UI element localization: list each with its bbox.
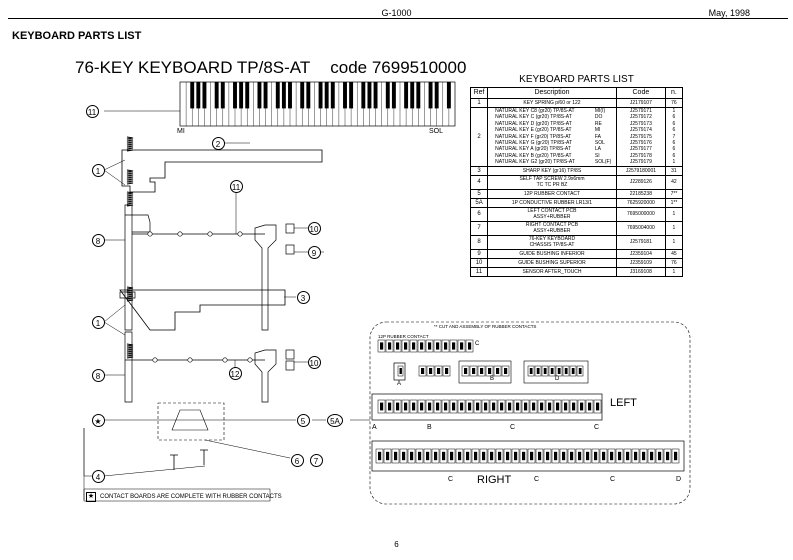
callout-4: 4 <box>92 470 105 483</box>
description-line: 1P CONDUCTIVE RUBBER LR13/1 <box>511 199 593 206</box>
cell-code: J2179107 <box>616 99 665 108</box>
cell-n: 76 <box>665 258 682 267</box>
main-title-text: 76-KEY KEYBOARD TP/8S-AT <box>75 58 311 77</box>
description-line: LEFT CONTACT PCB <box>527 208 577 215</box>
keyboard-label-sol: SOL <box>429 128 444 135</box>
callout-12: 12 <box>229 367 242 380</box>
sub-note: SI <box>594 152 600 159</box>
sub-code: J2579175 <box>629 133 652 140</box>
box-a-label: A <box>397 381 402 387</box>
right-label: RIGHT <box>477 474 512 486</box>
description-line: ASSY+RUBBER <box>533 228 571 235</box>
header-ref: Ref <box>471 88 488 99</box>
right-letter: C <box>610 476 616 483</box>
description-line: GUIDE BUSHING INFERIOR <box>519 250 585 257</box>
callout-1: 1 <box>92 316 105 329</box>
cell-ref: 6 <box>471 207 488 221</box>
description-line: SENSOR AFTER_TOUCH <box>522 268 582 275</box>
star-icon: ★ <box>87 493 95 500</box>
sub-note: MI(I) <box>594 108 606 114</box>
cell-ref: 10 <box>471 258 488 267</box>
description-line: 76-KEY KEYBOARD <box>528 236 576 243</box>
cell-n: 45 <box>665 249 682 258</box>
callout-6: 6 <box>291 454 304 467</box>
sub-code: J2579172 <box>629 114 652 121</box>
sub-n: 6 <box>672 139 676 146</box>
cell-ref: 7 <box>471 221 488 235</box>
callout-8: 8 <box>92 234 105 247</box>
header-date: May, 1998 <box>708 8 750 18</box>
cell-n: 1 <box>665 267 682 276</box>
description-line: SHARP KEY (gr16) TP/8S <box>522 167 582 174</box>
sub-description: NATURAL KEY F (gr20) TP/8S-AT <box>495 133 572 140</box>
cell-code: 7695004000 <box>616 221 665 235</box>
sub-note: FA <box>594 133 601 140</box>
callout-2: 2 <box>212 137 225 150</box>
sub-note: LA <box>594 146 601 153</box>
left-letter: A <box>372 424 377 431</box>
callout-8: 8 <box>92 369 105 382</box>
sub-n: 6 <box>672 152 676 159</box>
keyboard-label-mi: MI <box>177 128 185 135</box>
table-title: KEYBOARD PARTS LIST <box>519 74 634 85</box>
description-line: GUIDE BUSHING SUPERIOR <box>518 259 586 266</box>
cell-code: J3169108 <box>616 267 665 276</box>
right-letter: C <box>534 476 540 483</box>
cell-ref: 4 <box>471 175 488 189</box>
callout-5: 5 <box>297 414 310 427</box>
sub-note: SOL(F) <box>594 159 612 166</box>
footnote-box <box>84 489 270 501</box>
callout-11: 11 <box>86 105 99 118</box>
strip-c-label: C <box>475 341 480 347</box>
sub-description: NATURAL KEY B (gr20) TP/8S-AT <box>495 152 572 159</box>
right-letter: C <box>448 476 454 483</box>
footnote-text: CONTACT BOARDS ARE COMPLETE WITH RUBBER CONTACTS <box>100 494 282 500</box>
left-letter: B <box>427 424 432 431</box>
sub-n: 1 <box>672 159 676 166</box>
sub-code: J2579171 <box>629 108 652 114</box>
sub-description: NATURAL KEY C (gr20) TP/8S-AT <box>495 114 572 121</box>
strip-label: 12P RUBBER CONTACT <box>378 334 429 339</box>
sub-note: MI <box>594 127 601 134</box>
section-title: KEYBOARD PARTS LIST <box>12 30 142 42</box>
sub-code: J2579176 <box>629 139 652 146</box>
cell-ref: 2 <box>471 108 488 167</box>
cell-code: J2579180001 <box>616 166 665 175</box>
cell-ref: 1 <box>471 99 488 108</box>
cell-n: 42 <box>665 175 682 189</box>
sub-n: 6 <box>672 120 676 127</box>
callout-3: 3 <box>297 291 310 304</box>
callout-10: 10 <box>308 222 321 235</box>
cell-ref: 9 <box>471 249 488 258</box>
cell-n: 1** <box>665 198 682 207</box>
cell-ref: 11 <box>471 267 488 276</box>
sub-note: RE <box>594 120 602 127</box>
cell-n: 7** <box>665 189 682 198</box>
header-model: G-1000 <box>381 8 412 18</box>
cell-n: 31 <box>665 166 682 175</box>
description-line: CHASSIS TP/8S-AT <box>529 242 575 249</box>
description-line: ASSY+RUBBER <box>533 214 571 221</box>
header-code: Code <box>616 88 665 99</box>
sub-description: NATURAL KEY C8 (gr20) TP/8S-AT <box>495 108 575 114</box>
cell-n: 1 <box>665 221 682 235</box>
sub-n: 6 <box>672 114 676 121</box>
sub-description: NATURAL KEY G2 (gr20) TP/8S-AT <box>495 159 575 166</box>
sub-note: SOL <box>594 139 605 146</box>
header-n: n. <box>665 88 682 99</box>
cell-code: J2359109 <box>616 258 665 267</box>
cell-code: J2579181 <box>616 235 665 249</box>
callout-9: 9 <box>308 246 321 259</box>
right-letter: D <box>676 476 682 483</box>
main-title-code: code 7699510000 <box>330 58 467 77</box>
sub-description: NATURAL KEY G (gr20) TP/8S-AT <box>495 139 573 146</box>
box-d-label: D <box>555 376 560 382</box>
description-line: KEY SPRING p/60 or 122 <box>523 100 581 106</box>
sub-n: 6 <box>672 127 676 134</box>
description-line: RIGHT CONTACT PCB <box>525 222 579 229</box>
callout-5a: 5A <box>327 414 343 427</box>
sub-code: J2579179 <box>629 159 652 166</box>
cell-ref: 3 <box>471 166 488 175</box>
callout-11: 11 <box>230 180 243 193</box>
callout-star: ★ <box>92 414 105 427</box>
sub-n: 7 <box>672 133 676 140</box>
cell-n: 1 <box>665 207 682 221</box>
sub-code: J2579173 <box>629 120 652 127</box>
left-label: LEFT <box>610 397 637 409</box>
sub-n: 1 <box>672 108 676 114</box>
sub-description: NATURAL KEY A (gr20) TP/8S-AT <box>495 146 571 153</box>
cell-n: 1 <box>665 235 682 249</box>
sub-code: J2579177 <box>629 146 652 153</box>
cell-code: J2289126 <box>616 175 665 189</box>
sub-code: J2579174 <box>629 127 652 134</box>
cell-ref: 5 <box>471 189 488 198</box>
box-b-label: B <box>490 376 495 382</box>
left-letter: C <box>594 424 600 431</box>
callout-10: 10 <box>308 356 321 369</box>
detail-note: ** CUT AND ASSEMBLY OF RUBBER CONTACTS <box>434 324 537 329</box>
cell-n: 76 <box>665 99 682 108</box>
cell-ref: 8 <box>471 235 488 249</box>
cell-code: 7695000000 <box>616 207 665 221</box>
left-letter: C <box>510 424 516 431</box>
page-number: 6 <box>394 540 399 549</box>
description-line: TC TC PR BZ <box>536 182 568 189</box>
header-description: Description <box>488 88 617 99</box>
cell-code: 22185238 <box>616 189 665 198</box>
sub-description: NATURAL KEY D (gr20) TP/8S-AT <box>495 120 572 127</box>
sub-note: DO <box>594 114 603 121</box>
description-line: 12P RUBBER CONTACT <box>523 190 581 197</box>
callout-1: 1 <box>92 164 105 177</box>
cell-code: J2359104 <box>616 249 665 258</box>
sub-code: J2579178 <box>629 152 652 159</box>
callout-7: 7 <box>310 454 323 467</box>
cell-code: 7625920000 <box>616 198 665 207</box>
sub-description: NATURAL KEY E (gr20) TP/8S-AT <box>495 127 572 134</box>
sub-n: 6 <box>672 146 676 153</box>
description-line: SELF TAP SCREW 2.9x6mm <box>519 176 585 183</box>
cell-ref: 5A <box>471 198 488 207</box>
